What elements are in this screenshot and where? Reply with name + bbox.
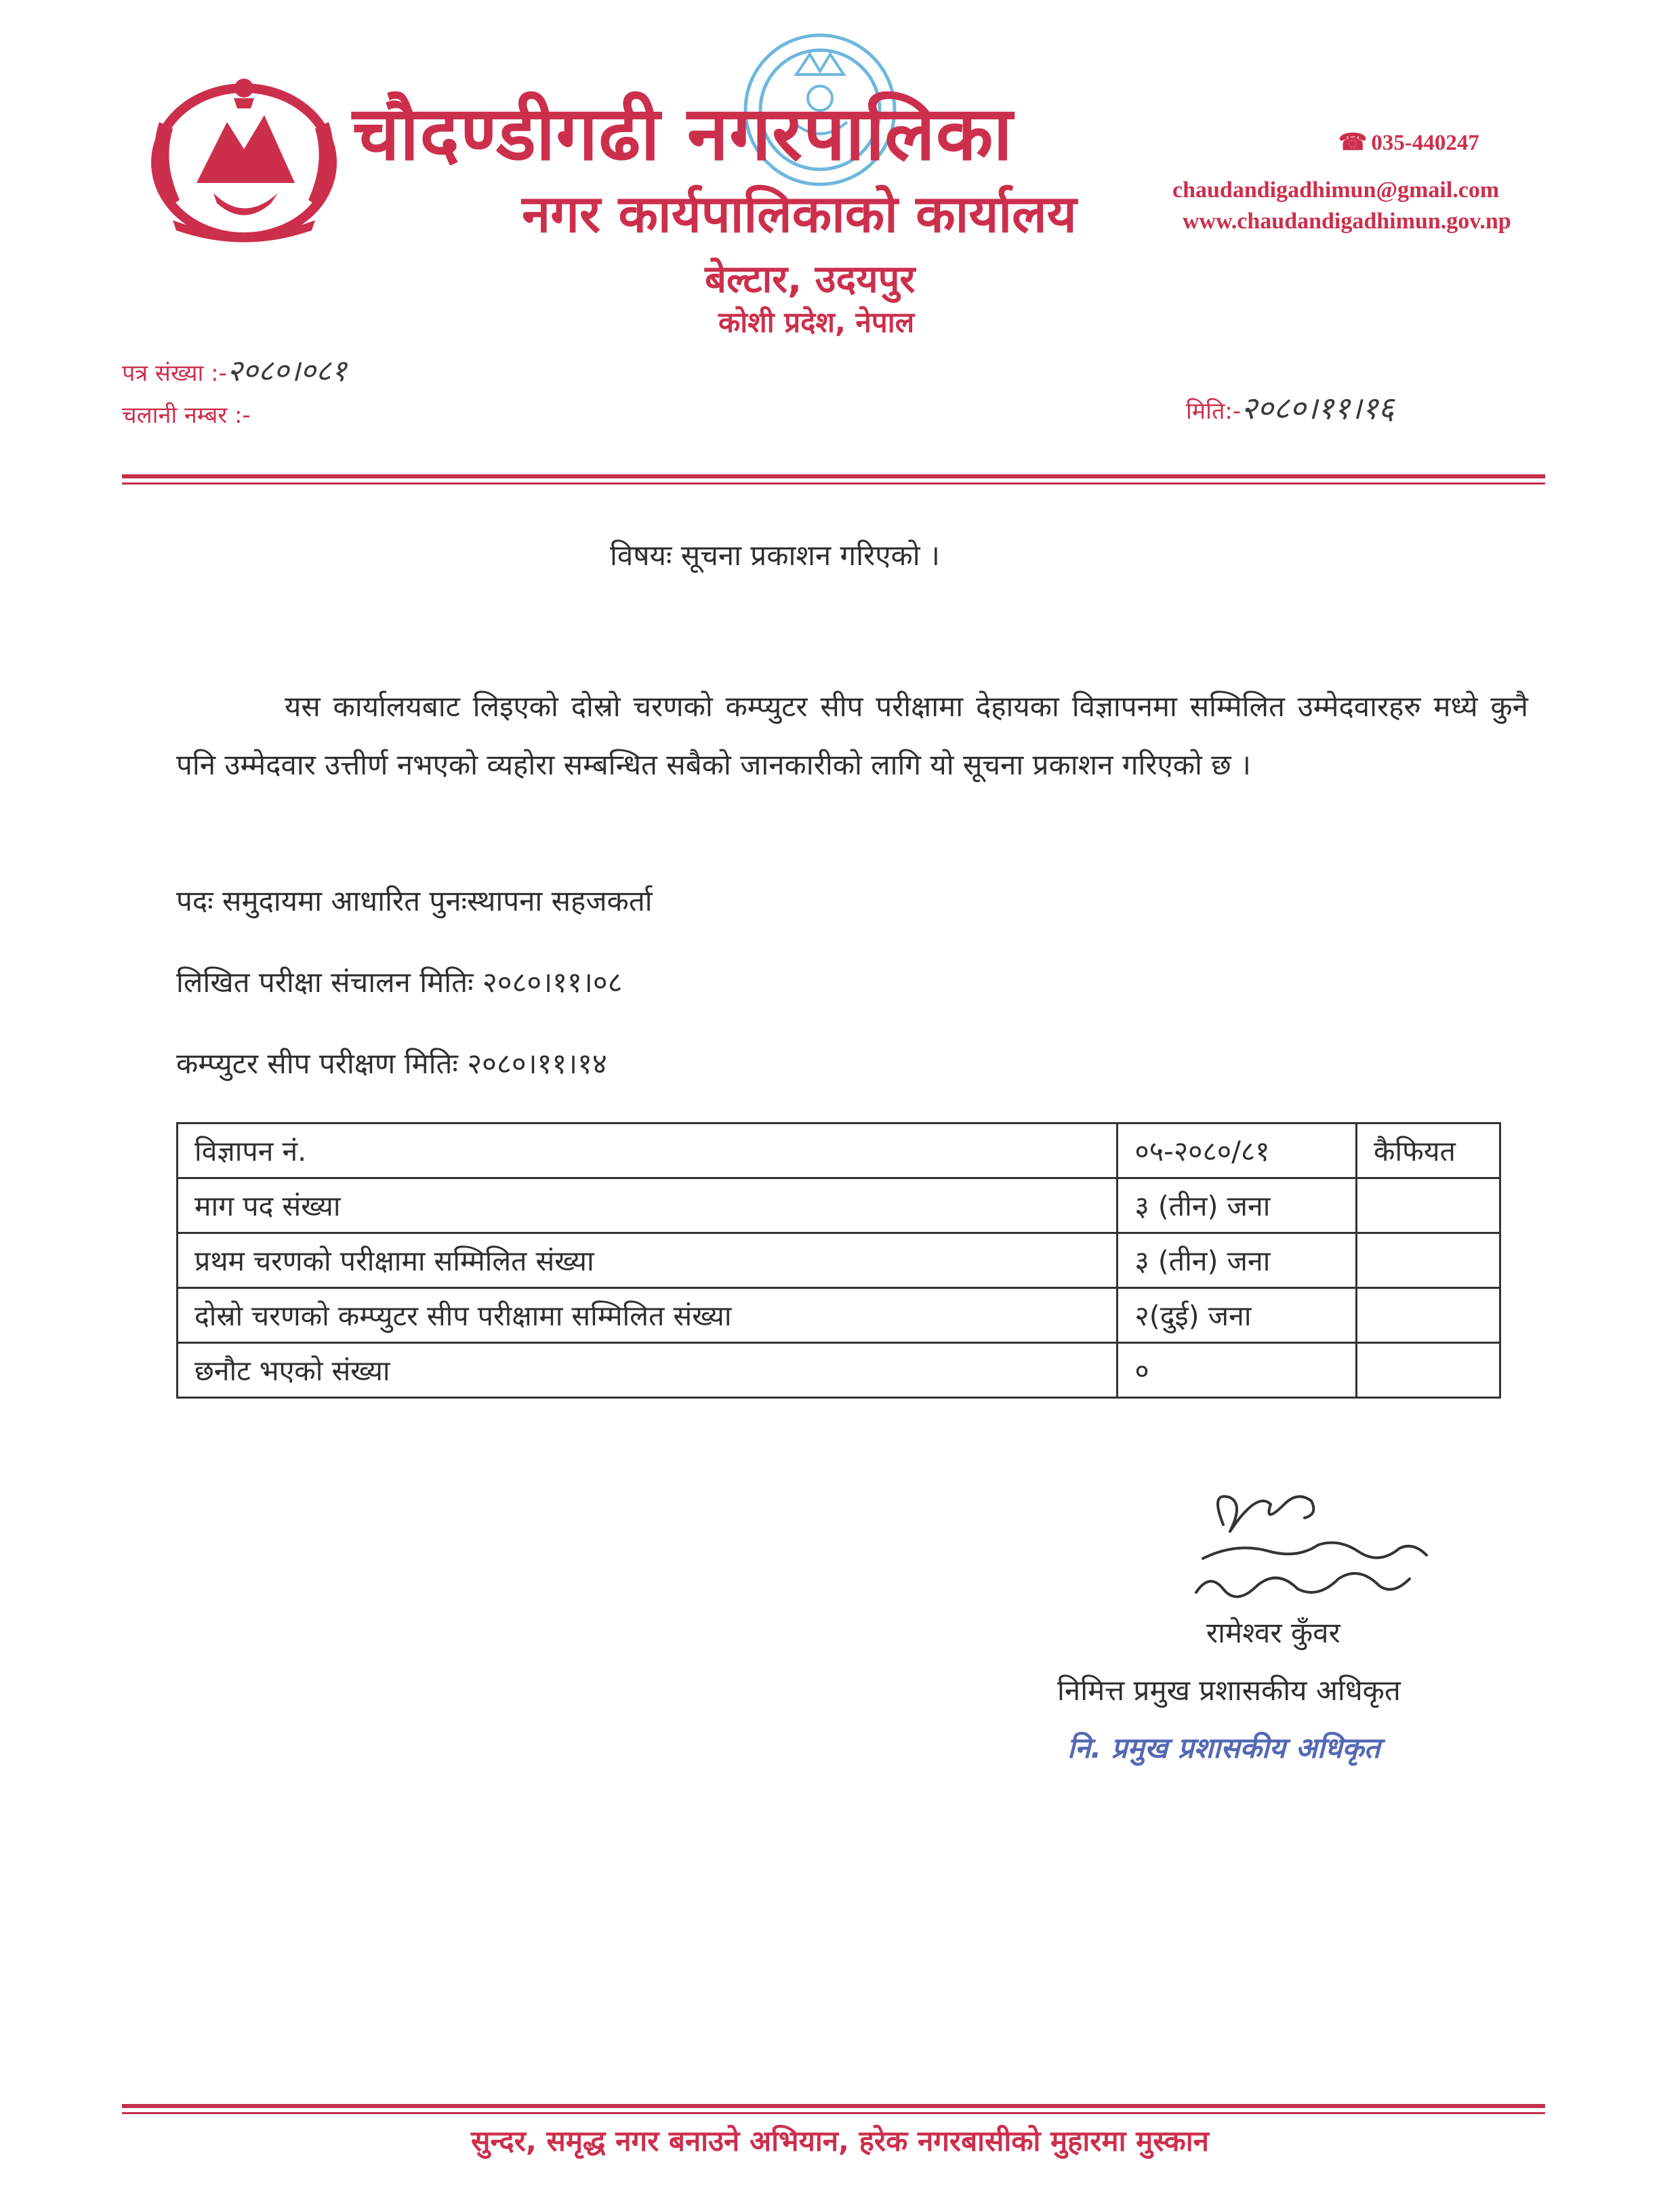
table-row (178, 1343, 1500, 1398)
date-label: मिति:- (1186, 398, 1242, 425)
table-cell-value: ३ (तीन) जना (1118, 1178, 1357, 1233)
telephone-icon: ☎ (1338, 130, 1368, 155)
table-row (178, 1123, 1500, 1178)
handwritten-signature (1183, 1477, 1454, 1619)
province-line: कोशी प्रदेश, नेपाल (718, 306, 915, 339)
dispatch-number-label: चलानी नम्बर :- (122, 402, 251, 429)
result-table (176, 1122, 1501, 1399)
table-cell-remarks (1357, 1233, 1500, 1288)
signer-name: रामेश्वर कुँवर (1206, 1616, 1340, 1649)
table-cell-remarks (1357, 1288, 1500, 1343)
footer-slogan: सुन्दर, समृद्ध नगर बनाउने अभियान, हरेक नगरबासीको मुहारमा मुस्कान (471, 2124, 1209, 2158)
phone-text: 035-440247 (1371, 131, 1479, 155)
letter-number-label: पत्र संख्या :- (122, 360, 227, 387)
letter-date (1186, 386, 1394, 428)
table-row (178, 1288, 1500, 1343)
table-cell-remarks (1357, 1343, 1500, 1398)
post-line: पदः समुदायमा आधारित पुनःस्थापना सहजकर्ता (176, 884, 653, 917)
header-rule-thick (122, 474, 1545, 478)
table-cell-label: छनौट भएको संख्या (178, 1343, 1118, 1398)
table-cell-remarks (1357, 1178, 1500, 1233)
table-cell-remarks: कैफियत (1357, 1123, 1500, 1178)
signer-title: निमित्त प्रमुख प्रशासकीय अधिकृत (1057, 1674, 1401, 1707)
stamp-title: नि. प्रमुख प्रशासकीय अधिकृत (1067, 1731, 1380, 1764)
letter-number-value: २०८०।०८१ (226, 354, 347, 388)
footer-rule-thin (122, 2112, 1545, 2114)
org-name: चौदण्डीगढी नगरपालिका (352, 90, 1013, 177)
table-cell-label: विज्ञापन नं. (178, 1123, 1118, 1178)
table-cell-value: ३ (तीन) जना (1118, 1233, 1357, 1288)
table-cell-label: दोस्रो चरणको कम्प्युटर सीप परीक्षामा सम्मिलित संख्या (178, 1288, 1118, 1343)
email-address: chaudandigadhimun@gmail.com (1172, 178, 1500, 203)
table-cell-label: प्रथम चरणको परीक्षामा सम्मिलित संख्या (178, 1233, 1118, 1288)
computer-exam-date: कम्प्युटर सीप परीक्षण मितिः २०८०।११।१४ (176, 1047, 607, 1080)
subject-line: विषयः सूचना प्रकाशन गरिएको । (610, 539, 940, 572)
website-url: www.chaudandigadhimun.gov.np (1183, 209, 1511, 234)
table-cell-value: ०५-२०८०/८१ (1118, 1123, 1357, 1178)
office-name: नगर कार्यपालिकाको कार्यालय (522, 184, 1077, 244)
footer-rule-thick (122, 2104, 1545, 2108)
table-row (178, 1178, 1500, 1233)
phone-number (1338, 129, 1479, 156)
body-paragraph: यस कार्यालयबाट लिइएको दोस्रो चरणको कम्प्युटर सीप परीक्षामा देहायका विज्ञापनमा सम्मिलित उम्मेदवारहरु मध्ये कुनै पनि उम्मेदवार उत्तीर्ण नभएको व्यहोरा सम्बन्धित सबैको जानकारीको लागि यो सूचना प्रकाशन गरिएको छ । (176, 690, 1528, 781)
letter-number (122, 349, 347, 390)
table-cell-value: २(दुई) जना (1118, 1288, 1357, 1343)
address-line: बेल्टार, उदयपुर (705, 257, 916, 302)
header-rule-thin (122, 482, 1545, 484)
table-cell-label: माग पद संख्या (178, 1178, 1118, 1233)
nepal-emblem-icon (132, 68, 356, 251)
written-exam-date: लिखित परीक्षा संचालन मितिः २०८०।११।०८ (176, 966, 623, 999)
date-value: २०८०।११।१६ (1241, 390, 1395, 426)
table-cell-value: ० (1118, 1343, 1357, 1398)
table-row (178, 1233, 1500, 1288)
